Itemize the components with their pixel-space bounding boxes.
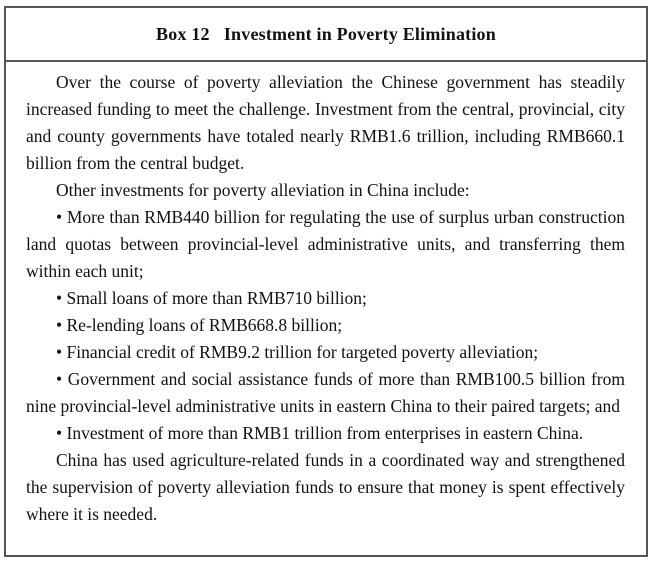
bullet-item-land-quotas: • More than RMB440 billion for regulating the use of surplus urban construction land quotas between provincial-level administrative units, and transferring them within each unit;: [26, 207, 625, 281]
paragraph-lead-in: Other investments for poverty alleviation in China include:: [56, 180, 470, 200]
text-box: [4, 6, 648, 557]
bullet-item-enterprise-investment: • Investment of more than RMB1 trillion from enterprises in eastern China.: [56, 423, 584, 443]
box-title: Box 12 Investment in Poverty Elimination: [156, 23, 496, 44]
paragraph-closing: China has used agriculture-related funds in a coordinated way and strengthened the supervision of poverty alleviation funds to ensure that money is spent effectively where it is needed.: [26, 450, 625, 524]
bullet-item-assistance-funds: • Government and social assistance funds of more than RMB100.5 billion from nine provincial-level administrative units in eastern China to their paired targets; and: [26, 369, 625, 416]
box-title-row: [6, 8, 646, 62]
bullet-item-relending-loans: • Re-lending loans of RMB668.8 billion;: [56, 315, 343, 335]
bullet-item-financial-credit: • Financial credit of RMB9.2 trillion for targeted poverty alleviation;: [56, 342, 539, 362]
paragraph-intro: Over the course of poverty alleviation the Chinese government has steadily increased funding to meet the challenge. Investment from the central, provincial, city and county governments have totaled nearly RMB1.6 trillion, including RMB660.1 billion from the central budget.: [26, 72, 625, 173]
box-body: [6, 62, 646, 528]
bullet-item-small-loans: • Small loans of more than RMB710 billion;: [56, 288, 367, 308]
